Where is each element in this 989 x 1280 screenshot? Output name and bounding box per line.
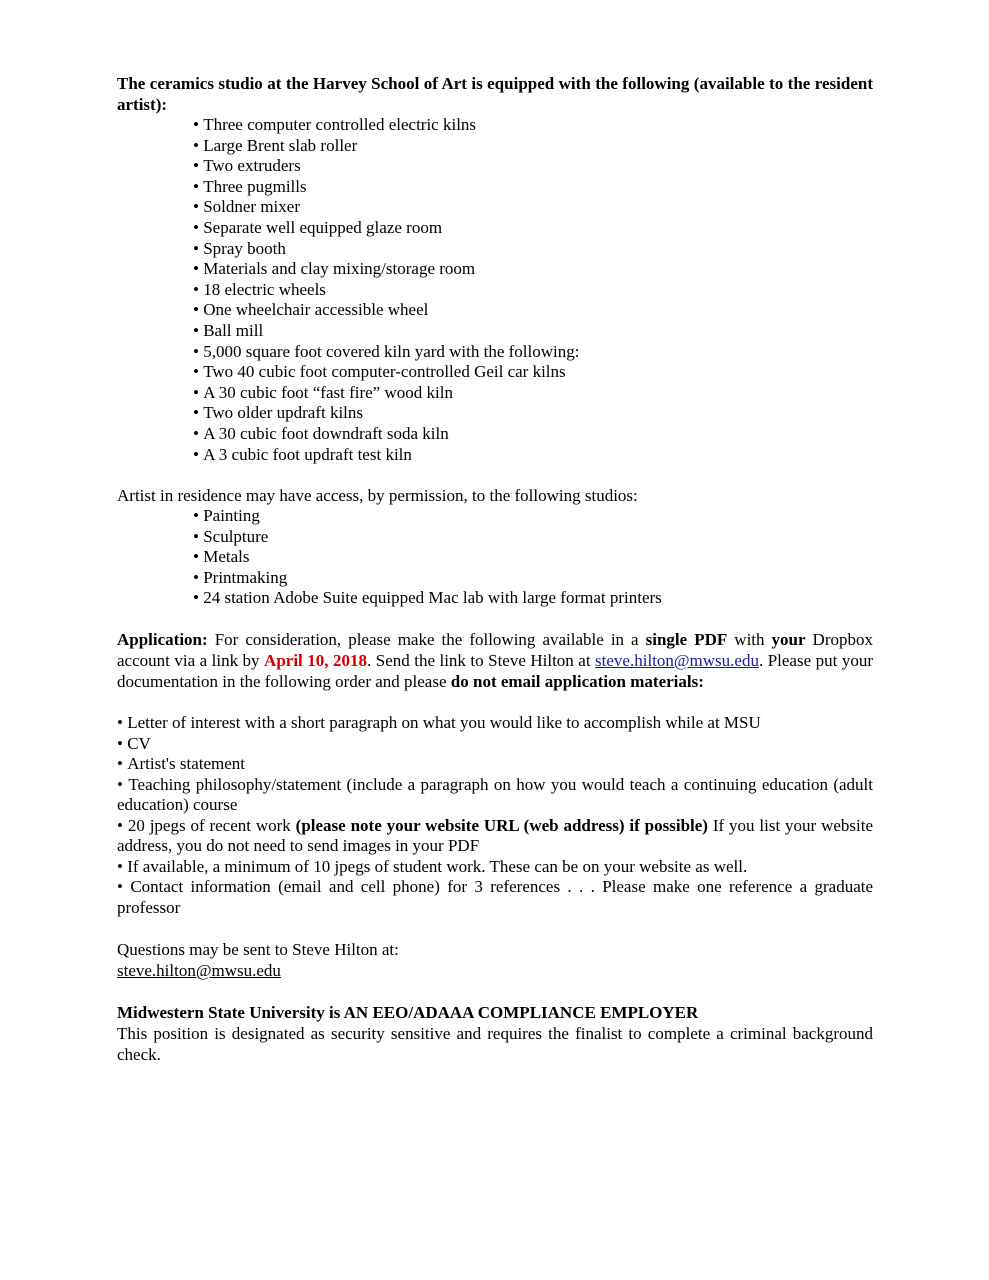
studios-list	[117, 506, 873, 609]
list-item: • Materials and clay mixing/storage room	[193, 259, 873, 280]
list-item: • A 30 cubic foot downdraft soda kiln	[193, 424, 873, 445]
your-text: your	[771, 630, 806, 650]
list-item: • 5,000 square foot covered kiln yard with the following:	[193, 342, 873, 363]
list-item: • Ball mill	[193, 321, 873, 342]
list-item: • Three computer controlled electric kilns	[193, 115, 873, 136]
application-text: . Send the link to Steve Hilton at	[367, 651, 596, 671]
document-page	[117, 73, 873, 1065]
single-pdf-text: single PDF	[645, 630, 728, 650]
list-item: • Three pugmills	[193, 177, 873, 198]
questions-text: Questions may be sent to Steve Hilton at:	[117, 940, 399, 960]
equipment-list	[117, 115, 873, 465]
list-item: • Two extruders	[193, 156, 873, 177]
contact-email-link[interactable]: steve.hilton@mwsu.edu	[595, 651, 759, 671]
application-text: . Please put your documentation in the following order and please	[117, 651, 873, 692]
list-item: • Soldner mixer	[193, 197, 873, 218]
questions-email-link[interactable]: steve.hilton@mwsu.edu	[117, 961, 281, 981]
list-item: • If available, a minimum of 10 jpegs of student work. These can be on your website as well.	[117, 857, 873, 878]
application-paragraph	[117, 629, 873, 692]
studios-intro: Artist in residence may have access, by permission, to the following studios:	[117, 486, 638, 506]
jpegs-note: (please note your website URL (web address) if possible)	[295, 815, 708, 835]
list-item: • Metals	[193, 547, 873, 568]
eeo-text: This position is designated as security sensitive and requires the finalist to complete a criminal background check.	[117, 1024, 873, 1065]
jpegs-text: 20 jpegs of recent work	[127, 815, 296, 835]
list-item: • Two 40 cubic foot computer-controlled Geil car kilns	[193, 362, 873, 383]
no-email-warning: do not email application materials:	[450, 672, 704, 692]
list-item: • Letter of interest with a short paragraph on what you would like to accomplish while at MSU	[117, 713, 873, 734]
jpegs-text: If you list your website address, you do not need to send images in your PDF	[117, 815, 874, 856]
deadline-date: April 10, 2018	[264, 651, 367, 671]
list-item: • CV	[117, 734, 873, 755]
list-item: • Printmaking	[193, 568, 873, 589]
list-item: • Teaching philosophy/statement (include a paragraph on how you would teach a continuing education (adult education) course	[117, 775, 873, 816]
list-item: • Contact information (email and cell phone) for 3 references . . . Please make one reference a graduate professor	[117, 877, 873, 918]
list-item: • A 3 cubic foot updraft test kiln	[193, 445, 873, 466]
eeo-heading: Midwestern State University is AN EEO/ADAAA COMPLIANCE EMPLOYER	[117, 1003, 699, 1023]
application-text: For consideration, please make the following available in a	[207, 630, 646, 650]
application-text: Dropbox account via a link by	[117, 630, 873, 671]
intro-heading: The ceramics studio at the Harvey School of Art is equipped with the following (available to the resident artist):	[117, 74, 873, 114]
list-item: • Large Brent slab roller	[193, 136, 873, 157]
application-label: Application:	[117, 630, 208, 650]
list-item: • A 30 cubic foot “fast fire” wood kiln	[193, 383, 873, 404]
list-item: • 18 electric wheels	[193, 280, 873, 301]
list-item: • One wheelchair accessible wheel	[193, 300, 873, 321]
list-item: • Artist's statement	[117, 754, 873, 775]
list-item: • Two older updraft kilns	[193, 403, 873, 424]
list-item: • Sculpture	[193, 527, 873, 548]
requirements-list	[117, 713, 873, 918]
list-item	[117, 816, 873, 857]
application-text: with	[727, 630, 772, 650]
list-item: • Painting	[193, 506, 873, 527]
list-item: • 24 station Adobe Suite equipped Mac lab with large format printers	[193, 588, 873, 609]
list-item: • Spray booth	[193, 239, 873, 260]
list-item: • Separate well equipped glaze room	[193, 218, 873, 239]
